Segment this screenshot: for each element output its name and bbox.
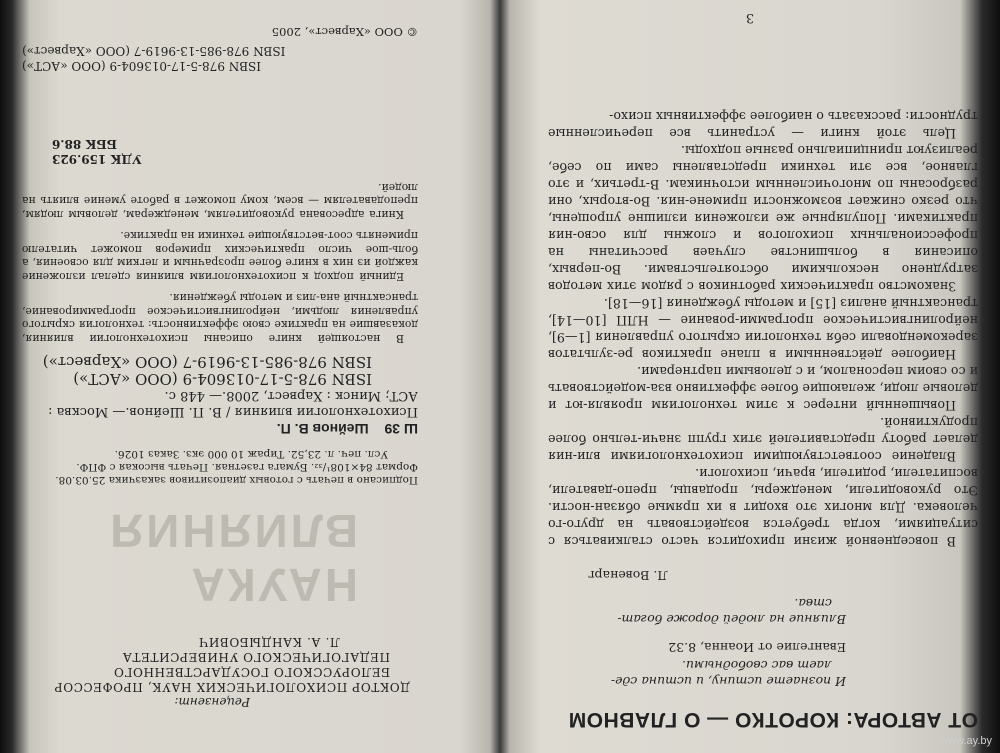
page-number: 3 [745,10,755,25]
show-through-cover-text: НАУКА ВЛИЯНИЯ [107,505,358,611]
annotation-paragraph-3: Книга адресована руководителям, менеджерам, деловым людям, преподавателям — всем, кому поможет в работе умение влиять на людей. [22,181,418,221]
annotation [22,181,418,346]
isbn-ast: ISBN 978-5-17-013604-9 (ООО «АСТ») [73,370,372,388]
bibliographic-record: Психотехнологии влияния / В. П. Шейнов.— Москва : АСТ; Минск : Харвест, 2008.— 448 с. [48,388,418,419]
left-page [500,0,1000,753]
bbk-code: ББК 88.6 [52,137,117,152]
epigraph-1-line2: лает вас свободными. [681,658,832,673]
body-paragraph-3: Повышенный интерес к этим технологиям проявля-ют и деловые люди, желающие более эффективно вза-модействовать и со своим персоналом, и с деловыми партнерами. [548,364,978,413]
epigraph-2-line1: Влияние на людей дороже богат- [617,612,846,627]
isbn-harvest: ISBN 978-985-13-9619-7 (ООО «Харвест») [42,353,372,371]
left-page-content [548,108,978,731]
copyright-line: © ООО «Харвест», 2005 [271,25,418,39]
epigraph-1-source: Евангелие от Иоанна, 8.32 [668,640,846,655]
reviewer-block [22,634,410,709]
reviewer-line-1: ДОКТОР ПСИХОЛОГИЧЕСКИХ НАУК, ПРОФЕССОР [53,680,410,694]
annotation-paragraph-1: В настоящей книге описаны психотехнологии влияния, доказавшие на практике свою эффективность: технология скрытого управления людьми, нейролингвистическое программирование, трансактный ана-лиз и методы убеждения. [22,291,418,345]
body-paragraph-4: Наиболее действенными в плане практиков ре-зультатов зарекомендовали себя технологии скрытого управления [1—9], нейролингвистическое программи-рование — НЛП [10—14], трансактный анализ [15] и методы убеждения [16—18]. [548,296,978,362]
epigraph-signature: Л. Вовенарг [588,568,668,583]
right-page-content [22,137,418,710]
print-info-line-1: Подписано в печать с готовых диапозитивов заказчика 25.03.08. [55,474,418,486]
body-paragraph-6: Цель этой книги — устранить все перечисленные трудности: рассказать о наиболее эффективных психо- [548,109,978,141]
reviewer-line-2: БЕЛОРУССКОГО ГОСУДАРСТВЕННОГО [113,665,390,679]
reviewer-label: Рецензент: [174,695,250,709]
print-info-line-2: Формат 84×108¹/₃₂. Бумага газетная. Печать высокая с ФПФ. [76,461,418,473]
annotation-paragraph-2: Единый подход к психотехнологиям влияния сделал изложение каждой из них в книге более прозрачным и легким для освоения, а боль-шое число практических примеров поможет читателю применять соот-ветствующие техники на практике. [22,229,418,283]
imprint-footer [22,24,418,73]
chapter-title: ОТ АВТОРА: КОРОТКО — О ГЛАВНОМ [568,708,978,731]
epigraph-2 [548,595,846,627]
catalog-entry [22,353,418,437]
catalog-author-line [22,421,418,437]
body-paragraph-1: В повседневной жизни приходится часто сталкиваться с ситуациями, когда требуется воздействовать на друго-го человека. Для многих это входит в их прямые обязан-ности. Это руководители, менеджеры, продавцы, препо-даватели, воспитатели, родители, врачи, психологи. [548,466,978,549]
reviewer-line-3: ПЕДАГОГИЧЕСКОГО УНИВЕРСИТЕТА [122,650,390,664]
epigraph-2-line2: ства. [794,596,832,611]
reviewer-line-4: Л. А. КАНДЫБОВИЧ [198,635,340,649]
epigraph-1 [548,639,846,689]
body-paragraph-5: Знакомство практических работников с рядом этих методов затруднено несколькими обстоятельствами. Во-первых, описания в большинстве случаев рассчитаны на профессиональных психологов и сложны для осво-ния практиками. Популярные же изложения излишне упрощены, что резко снижает возможности примене-ния. Во-вторых, они разбросаны по многочисленным источникам. В-третьих, и это главное, все эти техники представлены сами по себе, реализуют принципиально разные подходы. [548,143,978,294]
epigraph-block [548,595,846,689]
footer-isbn-ast: ISBN 978-5-17-013604-9 (ООО «АСТ») [22,59,262,73]
print-info [22,447,418,486]
footer-isbn-harvest: ISBN 978-985-13-9619-7 (ООО «Харвест») [22,44,286,58]
print-info-line-3: Усл. печ. л. 23,52. Тираж 10 000 экз. Заказ 1026. [114,448,388,460]
catalog-code: Ш 39 [384,421,418,437]
body-paragraph-2: Владение соответствующими психотехнологиями вли-ния делает работу представителей этих групп значи-тельно более продуктивной. [548,415,978,464]
site-watermark: www.ay.by [940,735,992,747]
epigraph-1-line1: И познаете истину, и истина сде- [610,674,846,689]
book-author: Шейнов В. П. [276,421,369,437]
udk-code: УДК 159.923 [52,152,142,167]
classification-codes [52,137,418,167]
